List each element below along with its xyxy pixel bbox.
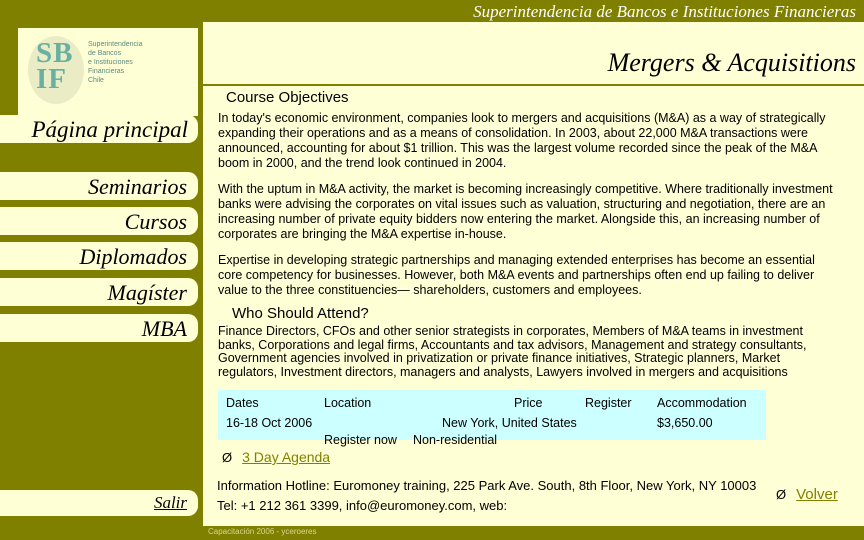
page-title: Mergers & Acquisitions <box>607 48 856 77</box>
agenda-item <box>222 449 330 465</box>
volver-link[interactable]: Volver <box>796 486 838 503</box>
exit-link[interactable]: Salir <box>0 490 198 516</box>
agenda-link[interactable]: 3 Day Agenda <box>242 449 331 465</box>
logo-line: e Instituciones <box>88 59 133 66</box>
objectives-paragraph: With the uptum in M&A activity, the market is becoming increasingly competitive. Where traditionally investment banks were advising the corporates on vital issues such as valuation, structuring and negotiation, there are an increasing number of private equity bidders now entering the market. Alongside this, an increasing number of corporates are bringing the M&A expertise in-house. <box>218 182 833 241</box>
objectives-paragraph: Expertise in developing strategic partnerships and managing extended enterprises has become an essential core competency for businesses. However, both M&A events and partnerships often end up failing to deliver value to the three constituencies— shareholders, customers and employees. <box>218 253 815 297</box>
sbif-logo <box>18 28 198 116</box>
nav-item-diplomados[interactable]: Diplomados <box>0 242 198 270</box>
logo-line: Superintendencia <box>88 41 143 48</box>
logo-line: Chile <box>88 77 104 84</box>
table-cell-dates: 16-18 Oct 2006 <box>226 416 313 430</box>
hotline-contact: Tel: +1 212 361 3399, info@euromoney.com, web: <box>217 498 508 513</box>
table-cell-location: New York, United States <box>442 416 577 430</box>
table-header-location: Location <box>324 396 372 410</box>
table-header-price: Price <box>514 396 543 410</box>
hotline-box <box>212 474 760 524</box>
logo-letters-bottom: IF <box>36 63 67 95</box>
arrow-bullet-icon: Ø <box>776 487 787 502</box>
objectives-heading: Course Objectives <box>226 89 349 106</box>
who-paragraph: Finance Directors, CFOs and other senior strategists in corporates, Members of M&A teams in investment banks, Corporations and legal firms, Accountants and tax advisors, Management and strategy consultants, Government agencies involved in privatization or private finance initiatives, Strategic planners, Market regulators, Investment directors, managers and analysts, Lawyers involved in mergers and acquisitions <box>218 324 807 379</box>
table-cell-register[interactable]: Register now <box>324 433 397 447</box>
nav-item-mba[interactable]: MBA <box>0 314 198 342</box>
logo-letters <box>36 37 74 95</box>
course-info-table <box>218 390 766 447</box>
footer-bar <box>0 526 864 540</box>
logo-text <box>88 40 158 85</box>
sidebar <box>0 22 203 540</box>
top-bar <box>0 0 864 22</box>
logo-line: de Bancos <box>88 50 122 57</box>
hotline-text <box>212 474 760 516</box>
hotline-address: : Euromoney training, 225 Park Ave. South, 8th Floor, New York, NY 10003 <box>326 478 757 493</box>
objectives-paragraph: In today's economic environment, companies look to mergers and acquisitions (M&A) as a way of strategically expanding their operations and as a means of consolidation. In 2003, about 22,000 M&A transactions were announced, accounting for about $1 trillion. This was the largest volume recorded since the peak of the M&A boom in 2000, and the trend look continued in 2004. <box>218 111 826 170</box>
volver-item <box>776 486 838 503</box>
table-cell-price: $3,650.00 <box>657 416 713 430</box>
table-header-register: Register <box>585 396 632 410</box>
org-title: Superintendencia de Bancos e Instituciones Financieras <box>473 2 856 21</box>
footer-text: Capacitación 2006 - yceroeres <box>208 527 317 536</box>
logo-line: Financieras <box>88 68 125 75</box>
who-heading: Who Should Attend? <box>232 305 369 322</box>
table-header-accommodation: Accommodation <box>657 396 747 410</box>
arrow-bullet-icon: Ø <box>222 450 233 465</box>
table-cell-accommodation: Non-residential <box>413 433 498 447</box>
nav-item-pagina-principal[interactable]: Página principal <box>0 115 198 143</box>
nav-item-magister[interactable]: Magíster <box>0 278 198 306</box>
logo-letters-top: SB <box>36 37 74 69</box>
header-divider <box>203 84 864 86</box>
nav-item-cursos[interactable]: Cursos <box>0 207 198 235</box>
nav-item-seminarios[interactable]: Seminarios <box>0 172 198 200</box>
table-header-dates: Dates <box>226 396 259 410</box>
hotline-label: Information Hotline <box>217 478 327 493</box>
